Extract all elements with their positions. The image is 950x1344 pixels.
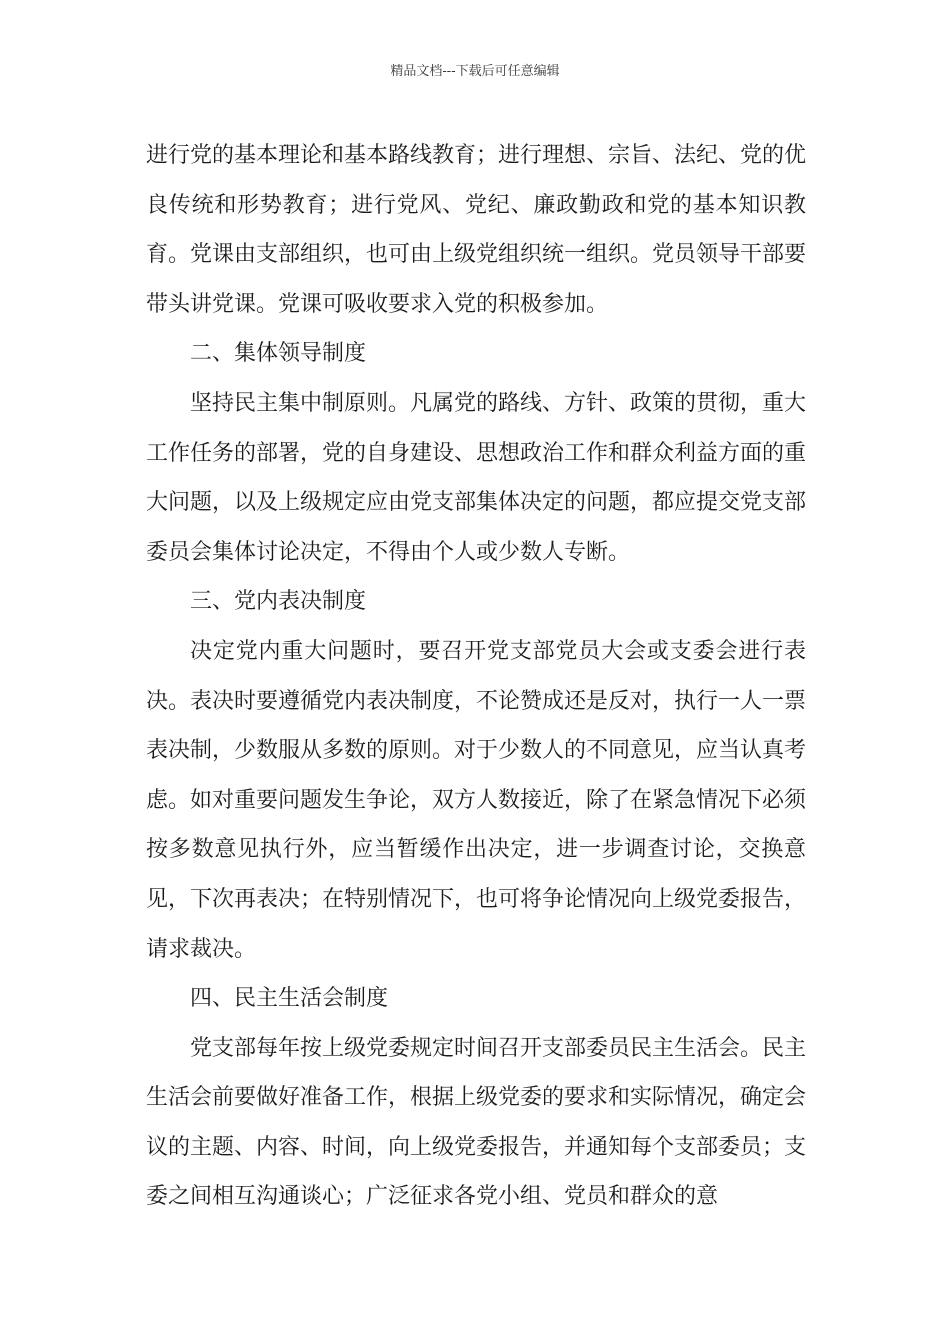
section-heading-democratic-life-meeting: 四、民主生活会制度 <box>190 986 389 1012</box>
paragraph-democratic-life-meeting: 党支部每年按上级党委规定时间召开支部委员民主生活会。民主生活会前要做好准备工作，根据上级党委的要求和实际情况，确定会议的主题、内容、时间，向上级党委报告，并通知每个支部委员；支委之间相互沟通谈心；广泛征求各党小组、党员和群众的意 <box>146 1035 807 1210</box>
document-body <box>146 131 806 1222</box>
section-heading-collective-leadership: 二、集体领导制度 <box>190 341 367 367</box>
page-header: 精品文档---下载后可任意编辑 <box>390 64 560 79</box>
paragraph-collective-leadership: 坚持民主集中制原则。凡属党的路线、方针、政策的贯彻，重大工作任务的部署，党的自身建设、思想政治工作和群众利益方面的重大问题，以及上级规定应由党支部集体决定的问题，都应提交党支部委员会集体讨论决定，不得由个人或少数人专断。 <box>146 390 807 565</box>
paragraph-party-lecture-content: 进行党的基本理论和基本路线教育；进行理想、宗旨、法纪、党的优良传统和形势教育；进行党风、党纪、廉政勤政和党的基本知识教育。党课由支部组织，也可由上级党组织统一组织。党员领导干部要带头讲党课。党课可吸收要求入党的积极参加。 <box>146 143 807 317</box>
section-heading-voting-system: 三、党内表决制度 <box>190 589 367 615</box>
paragraph-voting-system: 决定党内重大问题时，要召开党支部党员大会或支委会进行表决。表决时要遵循党内表决制度，不论赞成还是反对，执行一人一票表决制，少数服从多数的原则。对于少数人的不同意见，应当认真考虑。如对重要问题发生争论，双方人数接近，除了在紧急情况下必须按多数意见执行外，应当暂缓作出决定，进一步调查讨论，交换意见，下次再表决；在特别情况下，也可将争论情况向上级党委报告，请求裁决。 <box>146 638 807 962</box>
